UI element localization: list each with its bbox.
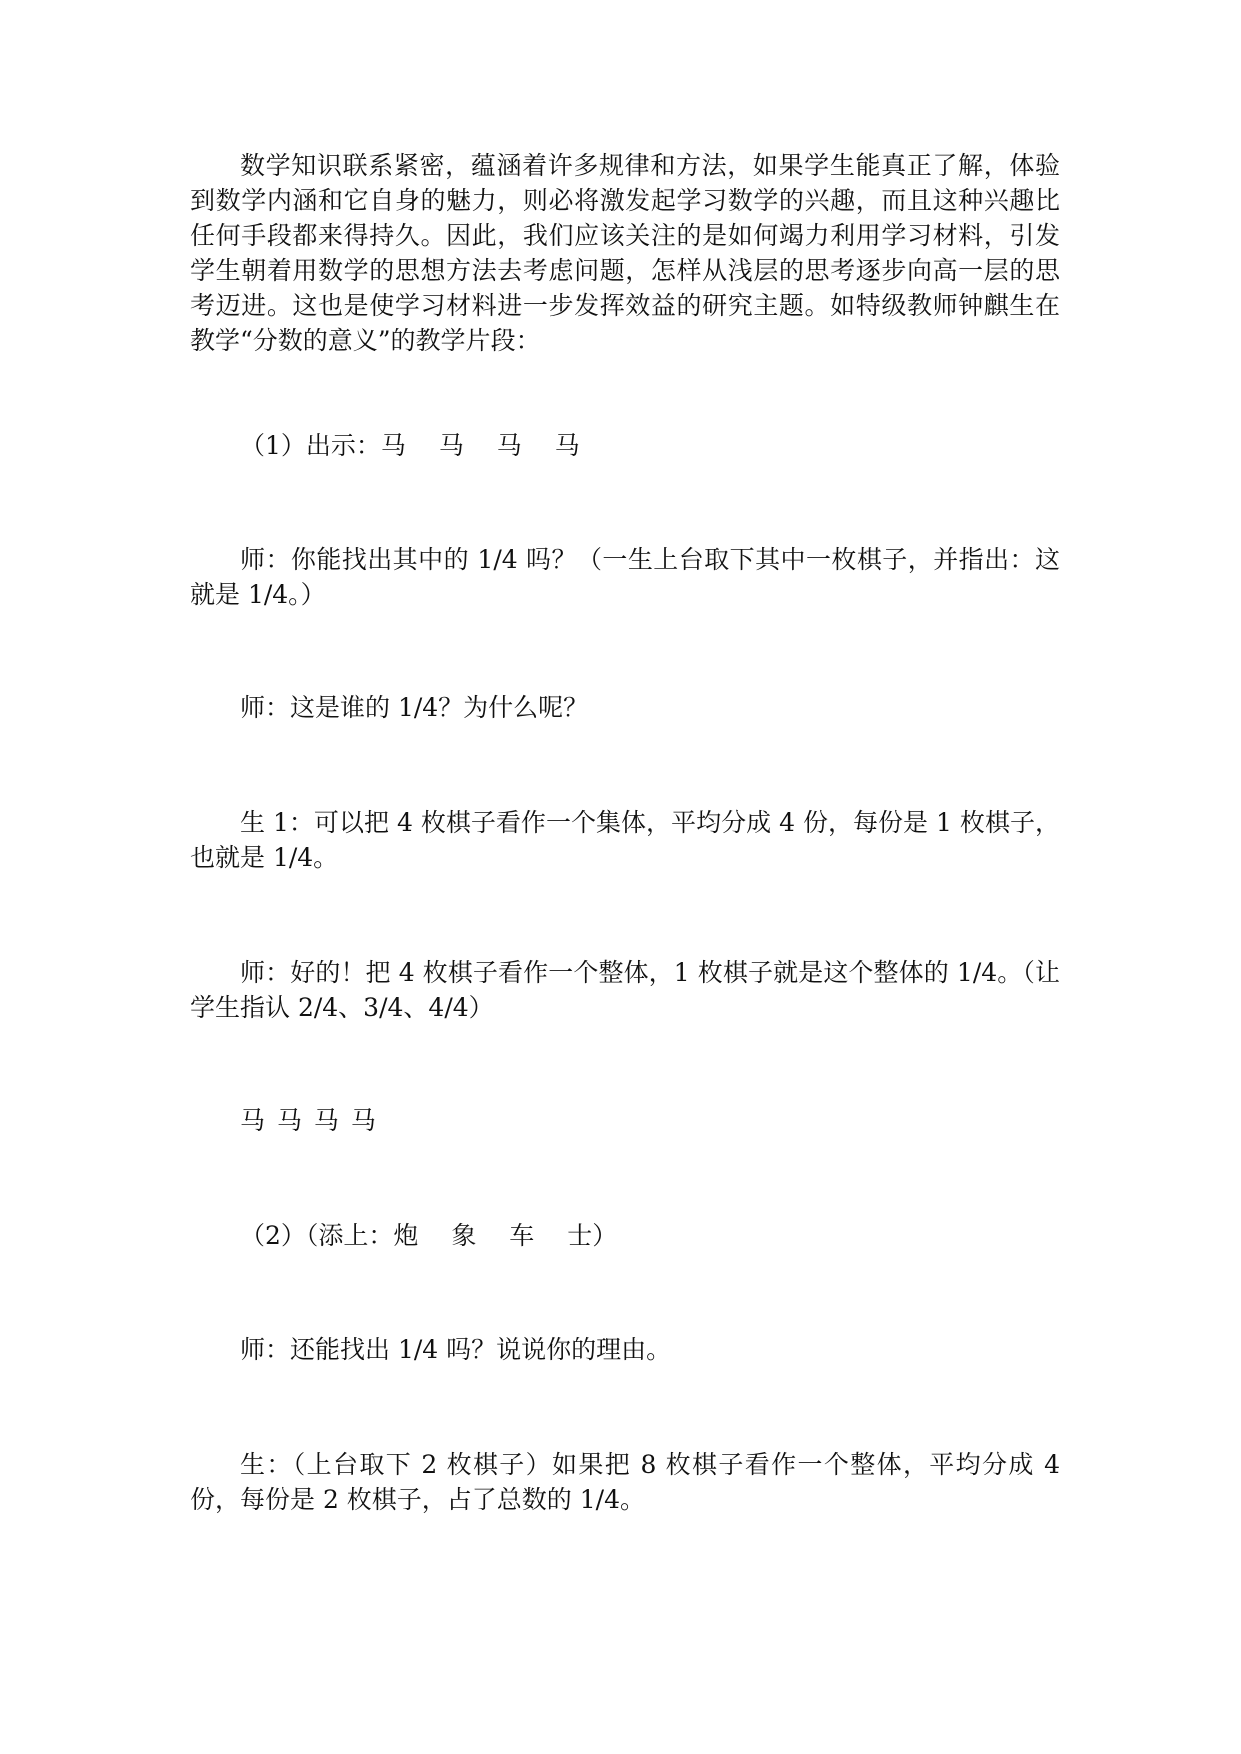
- student-answer-1: 生 1：可以把 4 枚棋子看作一个集体，平均分成 4 份，每份是 1 枚棋子，也就是 1/4。: [190, 808, 1060, 872]
- teacher-question-2: 师：这是谁的 1/4？为什么呢？: [240, 693, 589, 722]
- student-answer-2: 生：（上台取下 2 枚棋子）如果把 8 枚棋子看作一个整体，平均分成 4 份，每份是 2 枚棋子，占了总数的 1/4。: [190, 1450, 1068, 1514]
- teacher-question-4: 师：还能找出 1/4 吗？说说你的理由。: [240, 1335, 672, 1364]
- chess-pieces-line: 马 马 马 马: [240, 1106, 376, 1135]
- teacher-question-3: 师：好的！把 4 枚棋子看作一个整体，1 枚棋子就是这个整体的 1/4。（让学生指认 2/4、3/4、4/4）: [190, 958, 1060, 1022]
- teacher-question-1: 师：你能找出其中的 1/4 吗？（一生上台取下其中一枚棋子，并指出：这就是 1/4。）: [190, 545, 1060, 609]
- intro-paragraph: 数学知识联系紧密，蕴涵着许多规律和方法，如果学生能真正了解，体验到数学内涵和它自身的魅力，则必将激发起学习数学的兴趣，而且这种兴趣比任何手段都来得持久。因此，我们应该关注的是如何竭力利用学习材料，引发学生朝着用数学的思想方法去考虑问题，怎样从浅层的思考逐步向高一层的思考迈进。这也是使学习材料进一步发挥效益的研究主题。如特级教师钟麒生在教学“分数的意义”的教学片段：: [190, 151, 1060, 355]
- step-1-display: （1）出示：马 马 马 马: [240, 431, 580, 460]
- step-2-display: （2）（添上：炮 象 车 士）: [240, 1221, 618, 1250]
